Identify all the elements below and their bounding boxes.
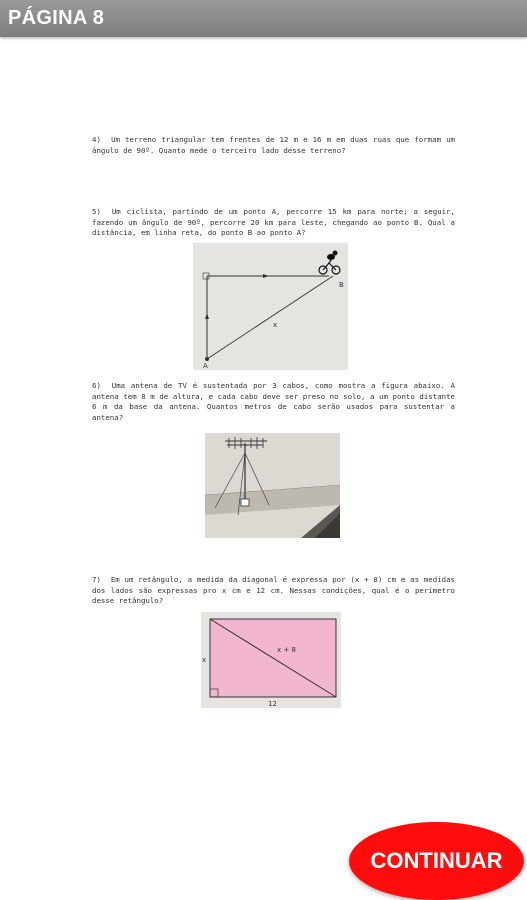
question-text: Um terreno triangular tem frentes de 12 m e 16 m em duas ruas que formam um ângulo de 90º. Quanto mede o terceiro lado desse terreno? [92,135,456,155]
question-number: 4) [92,135,101,144]
question-number: 7) [92,575,101,584]
label-side: x [202,656,207,664]
question-number: 6) [92,381,101,390]
page-title: PÁGINA 8 [8,7,105,29]
label-base: 12 [268,700,277,708]
top-bar [0,0,527,37]
question-text: Em um retângulo, a medida da diagonal é expressa por (x + 8) cm e as medidas dos lados são expressas pro x cm e 12 cm. Nessas condições, qual é o perímetro desse retângulo? [92,575,455,605]
question-4 [92,135,455,156]
cyclist-figure [193,243,348,370]
rectangle-figure [201,612,341,708]
question-6 [92,381,455,423]
question-text: Um ciclista, partindo de um ponto A, percorre 15 km para norte; a seguir, fazendo um ângulo de 90º, percorre 20 km para leste, chegando ao ponto B. Qual a distância, em linha reta, do ponto B ao ponto A? [92,207,455,237]
antenna-figure [205,433,340,538]
label-x: x [273,321,278,329]
label-a: A [203,362,208,370]
label-b: B [339,281,344,289]
label-diagonal: x + 8 [277,646,296,654]
bicycle-icon [319,251,340,275]
question-7 [92,575,455,607]
question-5 [92,207,455,239]
question-number: 5) [92,207,101,216]
continue-button[interactable]: CONTINUAR [349,822,524,900]
question-text: Uma antena de TV é sustentada por 3 cabos, como mostra a figura abaixo. A antena tem 8 m de altura, e cada cabo deve ser preso no solo, a um ponto distante 6 m da base da antena. Quantos metros de cabo serão usados para sustentar a antena? [92,381,455,422]
